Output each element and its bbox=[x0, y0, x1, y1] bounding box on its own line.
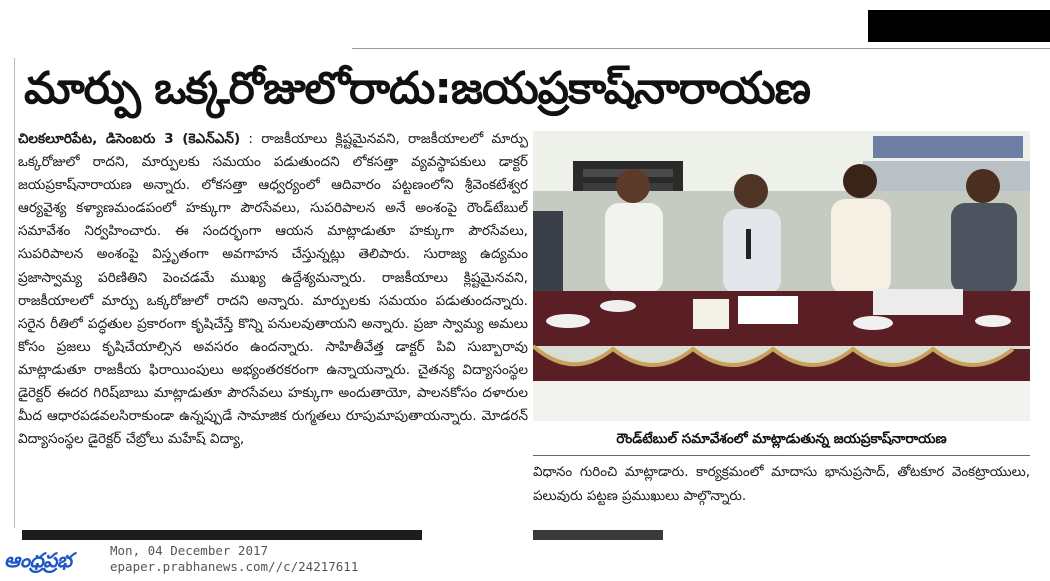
footer-info bbox=[110, 543, 430, 575]
article-body bbox=[18, 128, 528, 526]
footer-url[interactable]: epaper.prabhanews.com//c/24217611 bbox=[110, 559, 359, 574]
photo-caption: రౌండ్‌టేబుల్ సమావేశంలో మాట్లాడుతున్న జయప్రకాష్‌నారాయణ bbox=[616, 431, 947, 447]
left-column-rule bbox=[14, 58, 15, 528]
top-rule bbox=[352, 48, 1050, 49]
masthead-black-bar bbox=[868, 10, 1050, 42]
next-article-strip-left bbox=[22, 530, 422, 540]
article-dateline: చిలకలూరిపేట, డిసెంబరు 3 (కెఎన్‌ఎన్) bbox=[18, 131, 241, 147]
footer-date: Mon, 04 December 2017 bbox=[110, 543, 269, 558]
roundtable-photo-illustration bbox=[533, 131, 1030, 421]
andhra-prabha-logo: ఆంధ్రప్రభ bbox=[4, 548, 72, 572]
caption-rule bbox=[533, 455, 1030, 456]
news-photo bbox=[533, 131, 1030, 421]
dateline-separator: : bbox=[240, 131, 262, 147]
headline: మార్పు ఒక్కరోజులోరాదు:జయప్రకాష్‌నారాయణ bbox=[24, 63, 810, 114]
next-article-strip-right bbox=[533, 530, 663, 540]
continuation-text: విధానం గురించి మాట్లాడారు. కార్యక్రమంలో మాదాసు భానుప్రసాద్, తోటకూర వెంకట్రాయులు, పలువురు పట్టణ ప్రముఖులు పాల్గొన్నారు. bbox=[533, 465, 1030, 504]
article-text: రాజకీయాలు క్లిష్టమైనవని, రాజకీయాలలో మార్పు ఒక్కరోజులో రాదని, మార్పులకు సమయం పడుతుందని లోకసత్తా వ్యవస్థాపకులు డాక్టర్ జయప్రకాష్‌నారాయణ అన్నారు. లోకసత్తా ఆధ్వర్యంలో ఆదివారం పట్టణంలోని శ్రీవెంకటేశ్వర ఆర్యవైశ్య కళ్యాణమండపంలో హక్కుగా పౌరసేవలు, సుపరిపాలన అనే అంశంపై రౌండ్‌టేబుల్ సమావేశం నిర్వహించారు. ఈ సందర్భంగా ఆయన మాట్లాడుతూ హక్కుగా పౌరసేవలు, సుపరిపాలన అంశంపై విస్తృతంగా అవగాహన చేస్తున్నట్లు తెలిపారు. సురాజ్య ఉద్యమం ప్రజాస్వామ్య పరిణితిని పెంచడమే ముఖ్య ఉద్దేశ్యమన్నారు. రాజకీయాలు క్లిష్టమైనవని, రాజకీయాలలో మార్పు ఒక్కరోజులో రాదని అన్నారు. మార్పులకు సమయం పడుతుందన్నారు. సరైన రీతిలో పద్ధతుల ప్రకారంగా కృషిచేస్తే కొన్ని పనులవుతాయని అన్నారు. ప్రజా స్వామ్య అమలు కోసం ప్రజలు కృషిచేయాల్సిన అవసరం ఉందన్నారు. సాహితీవేత్త డాక్టర్ పివి సుబ్బారావు మాట్లాడుతూ రాజకీయ ఫిరాయింపులు అభ్యంతరకరంగా ఉన్నాయన్నారు. చైతన్య విద్యాసంస్థల డైరెక్టర్ ఈదర గిరిష్‌బాబు మాట్లాడుతూ పౌరసేవలు హక్కుగా అందుతాయో, పాలనకోసం దళారుల మీద ఆధారపడవలసిరాకుండా ఉన్నప్పుడే సామాజిక రుగ్మతలు రూపుమాపుతాయన్నారు. మోడరన్ విద్యాసంస్థల డైరెక్టర్ చేబ్రోలు మహేష్ విద్యా, bbox=[18, 131, 528, 448]
